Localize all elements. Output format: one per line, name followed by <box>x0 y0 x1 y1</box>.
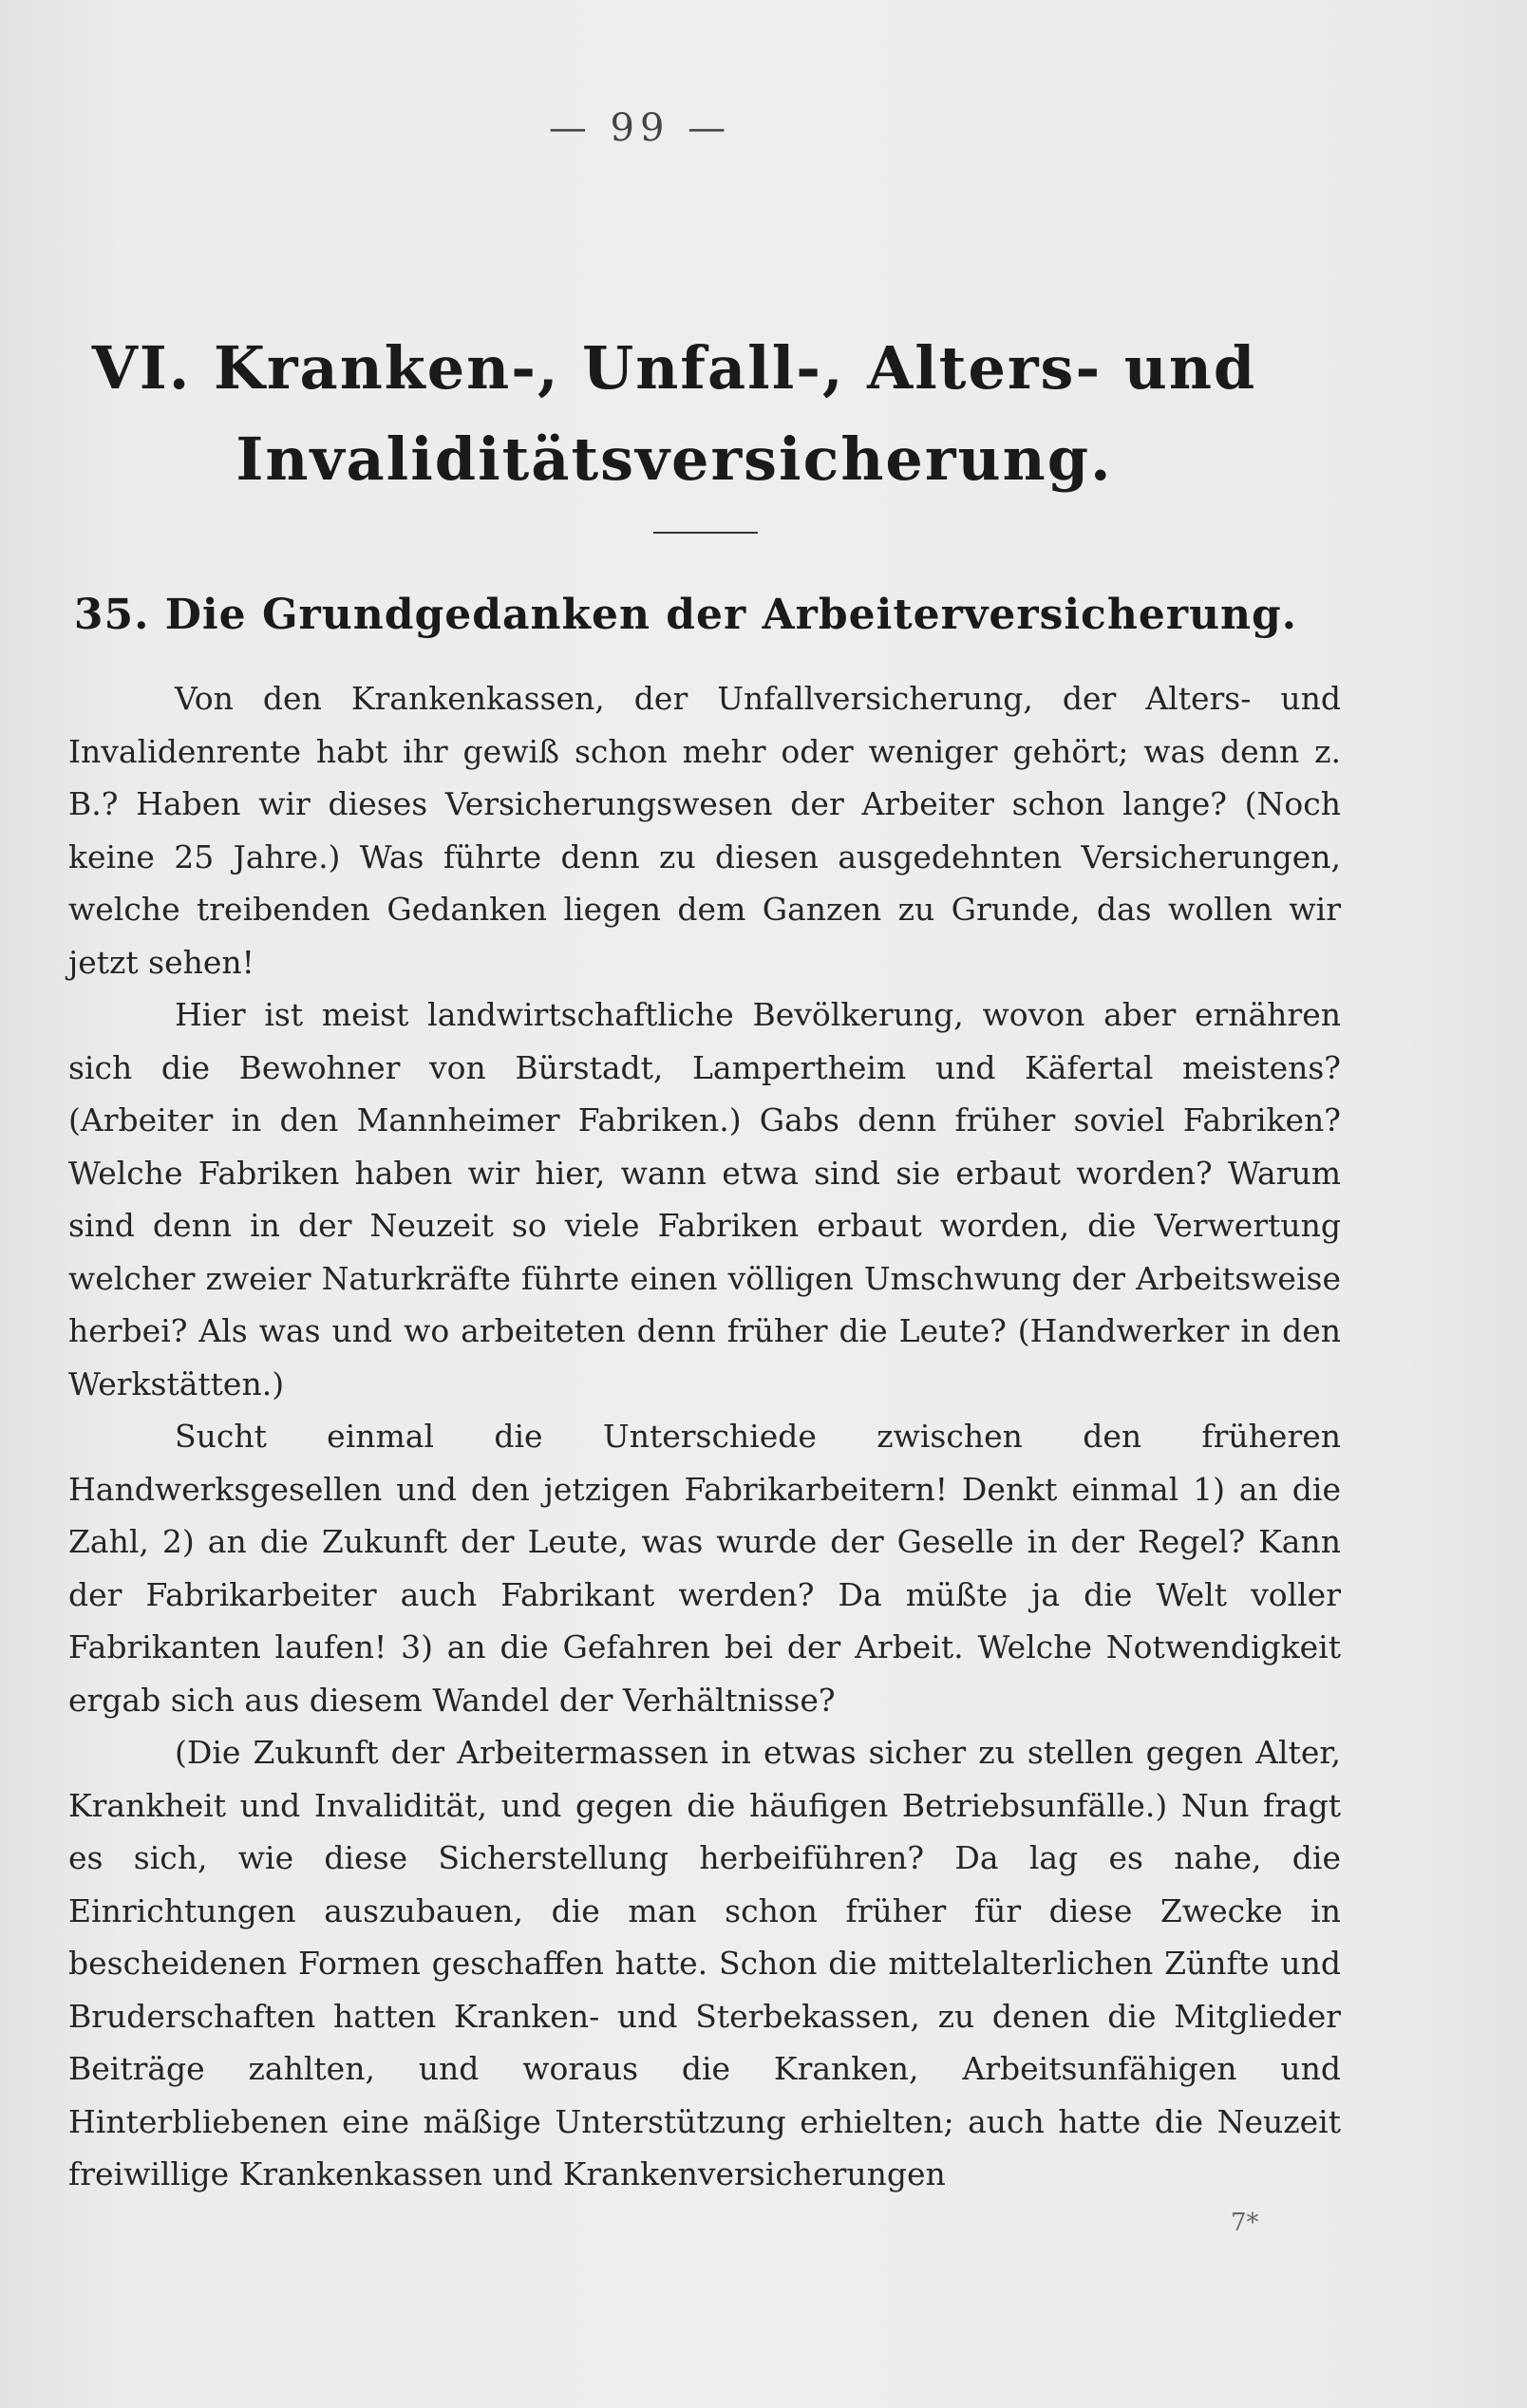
divider-rule <box>653 532 758 534</box>
page-number: — 99 — <box>548 106 732 150</box>
body-text <box>68 672 1341 2201</box>
signature-mark: 7* <box>1231 2209 1259 2237</box>
section-title: 35. Die Grundgedanken der Arbeiterversicherung. <box>73 591 1298 639</box>
chapter-title: VI. Kranken-, Unfall-, Alters- und Invaliditätsversicherung. <box>91 333 1257 494</box>
paragraph: Hier ist meist landwirtschaftliche Bevölkerung, wovon aber ernähren sich die Bewohner von Bürstadt, Lampertheim und Käfertal meistens? (Arbeiter in den Mannheimer Fabriken.) Gabs denn früher soviel Fabriken? Welche Fabriken haben wir hier, wann etwa sind sie erbaut worden? Warum sind denn in der Neuzeit so viele Fabriken erbaut worden, die Verwertung welcher zweier Naturkräfte führte einen völligen Umschwung der Arbeitsweise herbei? Als was und wo arbeiteten denn früher die Leute? (Handwerker in den Werkstätten.) <box>68 996 1341 1402</box>
paragraph: Von den Krankenkassen, der Unfallversicherung, der Alters- und Invalidenrente habt ihr gewiß schon mehr oder weniger gehört; was denn z. B.? Haben wir dieses Versicherungswesen der Arbeiter schon lange? (Noch keine 25 Jahre.) Was führte denn zu diesen ausgedehnten Versicherungen, welche treibenden Gedanken liegen dem Ganzen zu Grunde, das wollen wir jetzt sehen! <box>68 680 1341 981</box>
paragraph: (Die Zukunft der Arbeitermassen in etwas sicher zu stellen gegen Alter, Krankheit und Invalidität, und gegen die häufigen Betriebsunfälle.) Nun fragt es sich, wie diese Sicherstellung herbeiführen? Da lag es nahe, die Einrichtungen auszubauen, die man schon früher für diese Zwecke in bescheidenen Formen geschaffen hatte. Schon die mittelalterlichen Zünfte und Bruderschaften hatten Kranken- und Sterbekassen, zu denen die Mitglieder Beiträge zahlten, und woraus die Kranken, Arbeitsunfähigen und Hinterbliebenen eine mäßige Unterstützung erhielten; auch hatte die Neuzeit freiwillige Krankenkassen und Krankenversicherungen <box>68 1734 1341 2192</box>
paragraph: Sucht einmal die Unterschiede zwischen den früheren Handwerksgesellen und den jetzigen Fabrikarbeitern! Denkt einmal 1) an die Zahl, 2) an die Zukunft der Leute, was wurde der Geselle in der Regel? Kann der Fabrikarbeiter auch Fabrikant werden? Da müßte ja die Welt voller Fabrikanten laufen! 3) an die Gefahren bei der Arbeit. Welche Notwendigkeit ergab sich aus diesem Wandel der Verhältnisse? <box>68 1418 1341 1719</box>
